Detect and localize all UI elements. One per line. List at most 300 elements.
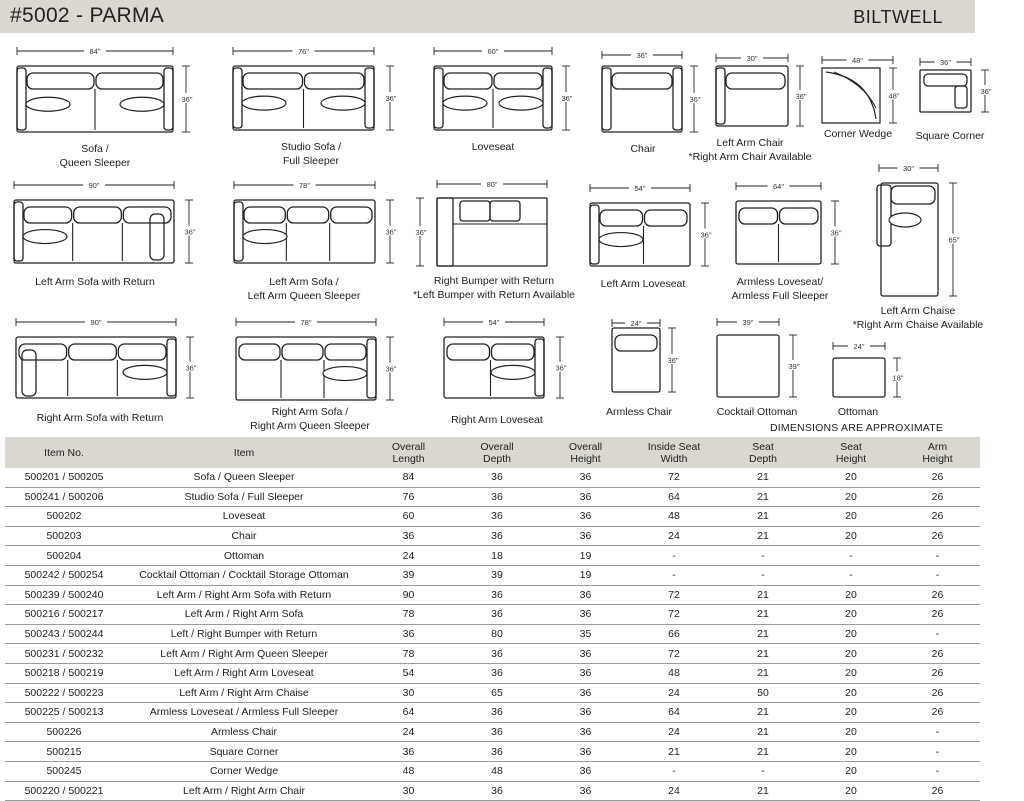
table-cell: 21 [719, 624, 807, 644]
table-cell: 19 [542, 565, 629, 585]
arm [716, 68, 725, 124]
table-cell: 36 [542, 761, 629, 781]
table-cell: 78 [365, 644, 452, 664]
table-cell: 36 [542, 781, 629, 801]
table-cell: 24 [629, 722, 719, 742]
table-cell: - [807, 546, 895, 566]
table-cell: Left Arm / Right Arm Queen Sleeper [123, 644, 365, 664]
table-cell: 26 [895, 507, 980, 527]
width-dimension: 90" [90, 318, 102, 327]
table-row [5, 507, 980, 527]
column-header-text: Length [392, 452, 425, 465]
column-header-text: Height [570, 452, 601, 465]
table-cell: 50 [719, 683, 807, 703]
table-cell: 24 [365, 722, 452, 742]
back-cushion [287, 207, 328, 223]
width-dimension: 36" [636, 51, 648, 60]
arm [877, 185, 891, 246]
table-cell: 500204 [5, 546, 123, 566]
bumper-arm [437, 198, 453, 266]
table-cell: 18 [452, 546, 542, 566]
table-cell: 35 [542, 624, 629, 644]
column-header-text: Seat [840, 440, 862, 453]
table-cell: 36 [452, 663, 542, 683]
table-cell: - [719, 546, 807, 566]
arm [167, 339, 176, 396]
table-cell: Left Arm / Right Arm Sofa with Return [123, 585, 365, 605]
piece-label: Armless Chair [606, 406, 672, 418]
table-cell: 48 [629, 663, 719, 683]
back-cushion [305, 73, 365, 89]
table-cell: 26 [895, 683, 980, 703]
table-row [5, 663, 980, 683]
table-cell: - [895, 565, 980, 585]
wedge-curve [834, 72, 876, 108]
piece-label: Left Arm Chaise [880, 305, 956, 317]
table-cell: 36 [542, 742, 629, 762]
table-cell: 20 [807, 624, 895, 644]
table-body [5, 468, 980, 801]
pillow [323, 367, 367, 381]
back-cushion [243, 73, 303, 89]
table-header-row [5, 437, 980, 468]
piece-label: Ottoman [837, 406, 879, 418]
table-cell: - [895, 761, 980, 781]
piece-label: Sofa / [81, 143, 109, 155]
table-cell: 26 [895, 526, 980, 546]
table-cell: 36 [365, 526, 452, 546]
width-dimension: 36" [939, 58, 952, 67]
table-cell: 36 [365, 624, 452, 644]
table-cell: - [895, 624, 980, 644]
column-header [629, 437, 719, 468]
back-cushion [282, 344, 323, 360]
table-cell: 500222 / 500223 [5, 683, 123, 703]
depth-dimension: 36" [385, 364, 397, 374]
pillow [23, 230, 67, 244]
corner-outline [920, 70, 971, 112]
table-cell: 36 [452, 742, 542, 762]
table-cell: 20 [807, 683, 895, 703]
table-cell: 20 [807, 703, 895, 723]
column-header [895, 437, 980, 468]
table-cell: 21 [719, 703, 807, 723]
depth-dimension: 36" [385, 227, 397, 237]
column-header-text: Item No. [44, 446, 84, 459]
table-cell: 500226 [5, 722, 123, 742]
depth-dimension: 36" [980, 87, 992, 96]
back-cushion [780, 208, 819, 224]
table-cell: 21 [719, 507, 807, 527]
arm [602, 68, 611, 130]
piece-label: Left Arm Chair [716, 137, 784, 149]
back-cushion [645, 210, 688, 226]
arm [365, 68, 374, 128]
table-cell: 500201 / 500205 [5, 468, 123, 487]
table-cell: 20 [807, 585, 895, 605]
table-cell: Left Arm / Right Arm Chaise [123, 683, 365, 703]
table-cell: 19 [542, 546, 629, 566]
table-cell: 500218 / 500219 [5, 663, 123, 683]
table-cell: 36 [542, 487, 629, 507]
width-dimension: 30" [746, 54, 758, 63]
pillow [321, 96, 365, 110]
table-cell: 20 [807, 722, 895, 742]
column-header [807, 437, 895, 468]
arm [234, 202, 243, 261]
table-cell: 48 [452, 761, 542, 781]
table-cell: 20 [807, 761, 895, 781]
table-cell: 21 [719, 468, 807, 487]
dimensions-note: DIMENSIONS ARE APPROXIMATE [770, 422, 944, 434]
depth-dimension: 36" [184, 227, 196, 237]
piece-label: *Left Bumper with Return Available [412, 289, 576, 301]
depth-dimension: 36" [181, 95, 193, 104]
arm [17, 68, 26, 130]
table-cell: 21 [719, 781, 807, 801]
table-cell: - [895, 546, 980, 566]
piece-label: Cocktail Ottoman [716, 406, 798, 418]
depth-dimension: 48" [888, 91, 900, 101]
table-cell: 65 [452, 683, 542, 703]
table-cell: - [895, 722, 980, 742]
table-cell: Square Corner [123, 742, 365, 762]
piece-label: Square Corner [915, 130, 985, 142]
table-cell: 24 [629, 781, 719, 801]
table-cell: Sofa / Queen Sleeper [123, 468, 365, 487]
piece-label: Right Arm Sofa / [271, 406, 349, 418]
column-header [5, 437, 123, 468]
back-cushion [492, 344, 535, 360]
back-cushion [74, 207, 122, 223]
table-cell: - [719, 761, 807, 781]
arm [164, 68, 173, 130]
table-row [5, 585, 980, 605]
back-cushion [891, 186, 935, 204]
depth-dimension: 36" [561, 94, 573, 103]
table-cell: Chair [123, 526, 365, 546]
table-cell: Left Arm / Right Arm Sofa [123, 605, 365, 625]
table-row [5, 565, 980, 585]
column-header-text: Height [835, 452, 867, 465]
table-cell: 26 [895, 487, 980, 507]
table-cell: 78 [365, 605, 452, 625]
width-dimension: 48" [851, 56, 864, 65]
pillow [120, 97, 164, 111]
arm [535, 339, 544, 396]
width-dimension: 60" [487, 47, 499, 56]
column-header-text: Overall [568, 440, 603, 453]
back-cushion [924, 74, 967, 86]
arm [543, 68, 552, 128]
wedge-outline [822, 68, 880, 123]
table-cell: 500220 / 500221 [5, 781, 123, 801]
pillow [499, 96, 543, 110]
column-header-text: Depth [482, 452, 512, 465]
column-header-text: Overall [480, 440, 514, 453]
back-cushion [739, 208, 778, 224]
table-cell: 60 [365, 507, 452, 527]
table-cell: 20 [807, 781, 895, 801]
table-cell: 66 [629, 624, 719, 644]
table-cell: 36 [542, 507, 629, 527]
table-cell: 21 [719, 663, 807, 683]
column-header-text: Overall [391, 440, 426, 453]
depth-dimension: 39" [788, 362, 800, 371]
table-cell: 36 [452, 605, 542, 625]
table-cell: 21 [719, 526, 807, 546]
width-dimension: 90" [88, 181, 100, 190]
piece-label: Left Arm Sofa / [269, 276, 339, 288]
width-dimension: 80" [486, 180, 498, 189]
table-cell: 64 [629, 703, 719, 723]
table-cell: - [895, 742, 980, 762]
table-cell: 36 [542, 683, 629, 703]
table-cell: 500202 [5, 507, 123, 527]
piece-label: Right Bumper with Return [433, 275, 555, 287]
pillow [242, 96, 286, 110]
width-dimension: 24" [853, 342, 865, 351]
table-cell: Cocktail Ottoman / Cocktail Storage Ottoman [123, 565, 365, 585]
piece-label: Right Arm Loveseat [451, 414, 543, 426]
table-row [5, 468, 980, 487]
width-dimension: 84" [89, 47, 101, 56]
back-cushion [444, 73, 492, 89]
depth-dimension: 36" [185, 363, 197, 373]
piece-label: *Right Arm Chaise Available [852, 319, 984, 331]
table-cell: 36 [542, 526, 629, 546]
back-cushion [447, 344, 490, 360]
depth-dimension: 36" [415, 228, 427, 237]
piece-label: Queen Sleeper [59, 157, 131, 169]
back-cushion [490, 201, 520, 221]
table-cell: - [629, 565, 719, 585]
ottoman-outline [717, 335, 779, 397]
width-dimension: 78" [300, 318, 312, 327]
column-header [452, 437, 542, 468]
table-cell: Armless Loveseat / Armless Full Sleeper [123, 703, 365, 723]
back-cushion [239, 344, 280, 360]
table-cell: 36 [452, 722, 542, 742]
column-header-text: Height [922, 452, 953, 465]
table-cell: 36 [452, 644, 542, 664]
table-cell: 84 [365, 468, 452, 487]
back-cushion [69, 344, 117, 360]
brand-name: BILTWELL [853, 7, 943, 27]
table-cell: 36 [542, 605, 629, 625]
table-cell: Left / Right Bumper with Return [123, 624, 365, 644]
width-dimension: 76" [297, 47, 310, 56]
back-cushion [325, 344, 366, 360]
piece-label: Left Arm Loveseat [600, 278, 686, 290]
back-cushion [24, 207, 72, 223]
table-cell: 21 [629, 742, 719, 762]
table-cell: 48 [629, 507, 719, 527]
table-cell: Loveseat [123, 507, 365, 527]
table-cell: 72 [629, 468, 719, 487]
column-header [123, 437, 365, 468]
piece-label: Right Arm Sofa with Return [36, 412, 164, 424]
pillow [443, 96, 487, 110]
depth-dimension: 36" [795, 92, 807, 101]
table-cell: 36 [542, 722, 629, 742]
table-row [5, 487, 980, 507]
table-cell: Left Arm / Right Arm Chair [123, 781, 365, 801]
table-cell: 90 [365, 585, 452, 605]
table-cell: 21 [719, 742, 807, 762]
table-cell: 500241 / 500206 [5, 487, 123, 507]
depth-dimension: 36" [689, 95, 701, 104]
table-cell: 500225 / 500213 [5, 703, 123, 723]
table-cell: 54 [365, 663, 452, 683]
pillow [491, 365, 535, 379]
pillow [123, 365, 167, 379]
table-cell: 500216 / 500217 [5, 605, 123, 625]
column-header-text: Inside Seat [647, 440, 701, 453]
table-cell: 500242 / 500254 [5, 565, 123, 585]
table-cell: 26 [895, 703, 980, 723]
chaise-outline [881, 183, 938, 296]
column-header [719, 437, 807, 468]
table-cell: 36 [452, 703, 542, 723]
table-cell: Left Arm / Right Arm Loveseat [123, 663, 365, 683]
arm [673, 68, 682, 130]
back-cushion [612, 73, 672, 89]
furniture-diagrams [0, 36, 1024, 432]
table-cell: 24 [365, 546, 452, 566]
pillow [889, 213, 921, 227]
width-dimension: 24" [630, 319, 642, 328]
table-cell: - [719, 565, 807, 585]
column-header [365, 437, 452, 468]
arm [590, 205, 599, 264]
depth-dimension: 65" [948, 235, 960, 245]
column-header-text: Arm [927, 440, 948, 453]
back-cushion [19, 344, 67, 360]
table-cell: 20 [807, 507, 895, 527]
product-title: #5002 - PARMA [10, 4, 165, 27]
table-row [5, 644, 980, 664]
arm [233, 68, 242, 128]
table-cell: 20 [807, 468, 895, 487]
table-cell: Armless Chair [123, 722, 365, 742]
table-cell: 36 [452, 781, 542, 801]
table-cell: 36 [542, 585, 629, 605]
table-cell: 36 [542, 644, 629, 664]
table-cell: 26 [895, 605, 980, 625]
piece-label: Left Arm Sofa with Return [35, 276, 155, 288]
table-cell: 26 [895, 781, 980, 801]
table-cell: 24 [629, 526, 719, 546]
table-cell: 36 [452, 507, 542, 527]
piece-label: Chair [630, 143, 656, 155]
table-cell: 500203 [5, 526, 123, 546]
table-cell: 24 [629, 683, 719, 703]
table-cell: 500239 / 500240 [5, 585, 123, 605]
back-cushion [331, 207, 372, 223]
table-cell: 30 [365, 781, 452, 801]
header-bar [0, 0, 975, 33]
back-cushion [955, 86, 967, 108]
width-dimension: 54" [634, 184, 646, 193]
table-cell: 72 [629, 605, 719, 625]
width-dimension: 30" [902, 164, 915, 173]
table-cell: 21 [719, 585, 807, 605]
pillow [599, 233, 643, 247]
back-cushion [244, 207, 285, 223]
table-cell: 64 [629, 487, 719, 507]
piece-label: Armless Full Sleeper [731, 290, 829, 302]
back-cushion [726, 73, 785, 89]
table-cell: 20 [807, 644, 895, 664]
column-header-text: Depth [748, 452, 778, 465]
piece-label: Right Arm Queen Sleeper [250, 420, 370, 432]
column-header-text: Width [660, 452, 688, 465]
table-row [5, 781, 980, 801]
ottoman-outline [833, 358, 885, 397]
table-cell: 21 [719, 722, 807, 742]
table-cell: Corner Wedge [123, 761, 365, 781]
piece-label: Corner Wedge [823, 128, 893, 140]
piece-label: Studio Sofa / [280, 141, 342, 153]
table-cell: 36 [542, 663, 629, 683]
table-row [5, 624, 980, 644]
table-cell: 500231 / 500232 [5, 644, 123, 664]
return-cushion [150, 214, 164, 260]
width-dimension: 39" [742, 318, 754, 327]
table-cell: 80 [452, 624, 542, 644]
depth-dimension: 36" [555, 363, 567, 373]
table-cell: 39 [452, 565, 542, 585]
table-cell: 48 [365, 761, 452, 781]
depth-dimension: 36" [830, 228, 842, 238]
table-cell: 20 [807, 742, 895, 762]
return-cushion [22, 350, 36, 396]
depth-dimension: 36" [385, 94, 397, 103]
depth-dimension: 18" [892, 373, 904, 383]
table-cell: 72 [629, 585, 719, 605]
table-row [5, 683, 980, 703]
table-row [5, 722, 980, 742]
spec-table [5, 437, 980, 801]
sofa-outline [612, 328, 660, 392]
table-cell: 39 [365, 565, 452, 585]
back-cushion [615, 335, 657, 351]
table-cell: 36 [365, 742, 452, 762]
back-cushion [27, 73, 94, 89]
table-cell: 36 [542, 468, 629, 487]
pillow [26, 97, 70, 111]
arm [367, 339, 376, 398]
table-cell: - [629, 546, 719, 566]
table-cell: 26 [895, 663, 980, 683]
table-cell: 26 [895, 644, 980, 664]
table-cell: 500215 [5, 742, 123, 762]
table-row [5, 546, 980, 566]
pillow [243, 230, 287, 244]
table-cell: Studio Sofa / Full Sleeper [123, 487, 365, 507]
table-cell: 26 [895, 585, 980, 605]
table-cell: 21 [719, 644, 807, 664]
width-dimension: 64" [772, 182, 785, 191]
back-cushion [460, 201, 490, 221]
table-cell: 500243 / 500244 [5, 624, 123, 644]
back-cushion [96, 73, 163, 89]
table-cell: Ottoman [123, 546, 365, 566]
piece-label: Loveseat [471, 141, 515, 153]
back-cushion [118, 344, 166, 360]
width-dimension: 54" [488, 318, 500, 327]
